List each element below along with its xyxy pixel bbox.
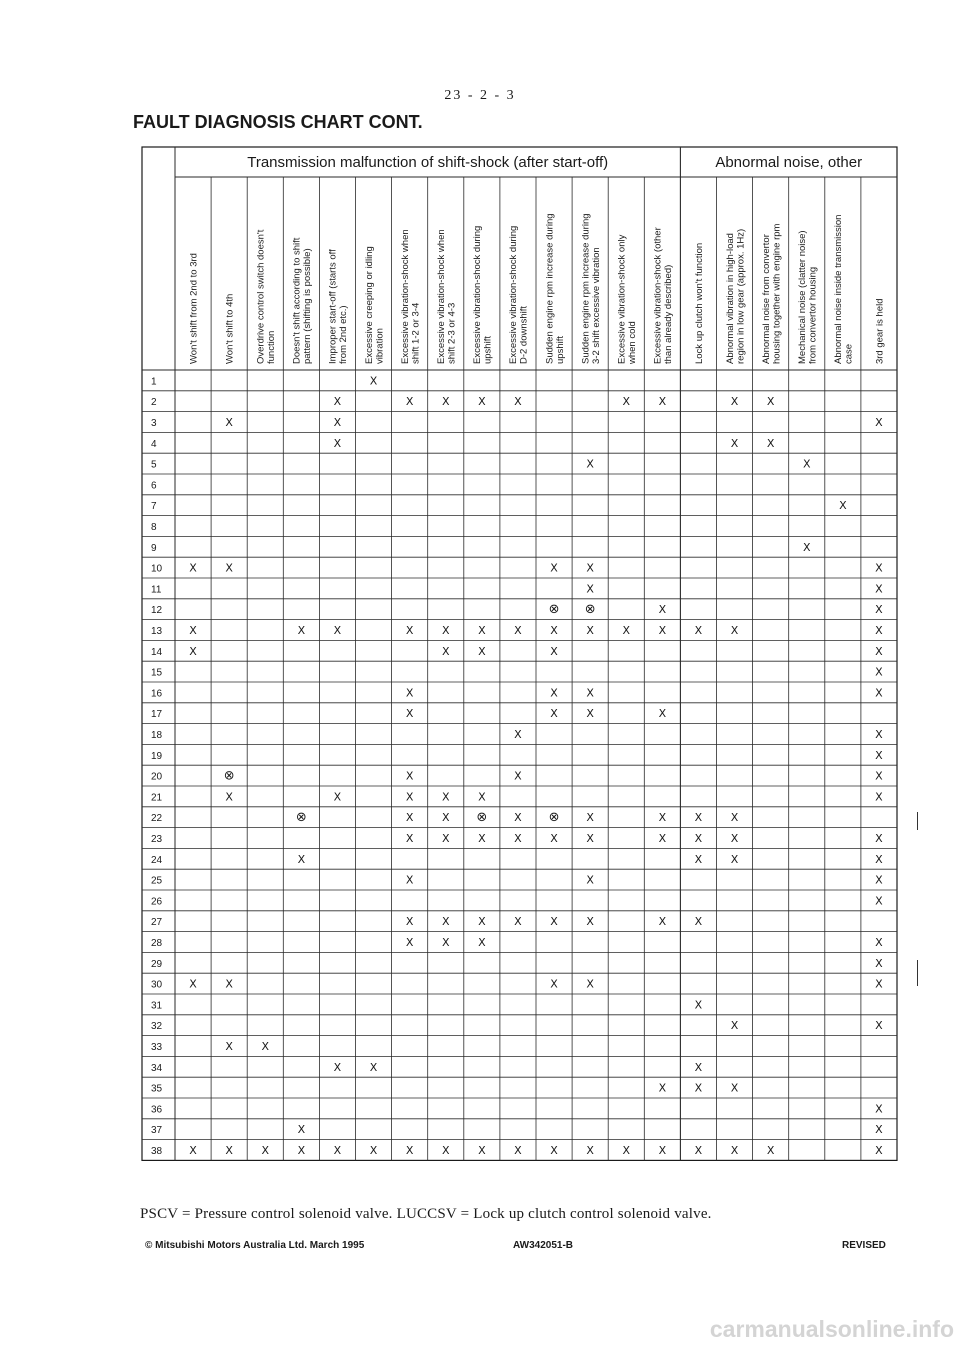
check-mark: X bbox=[550, 644, 558, 658]
check-mark: X bbox=[875, 1123, 883, 1137]
check-mark: X bbox=[478, 644, 486, 658]
check-mark: X bbox=[875, 1019, 883, 1033]
circled-mark: ⊗ bbox=[548, 810, 560, 826]
column-header: region in low gear (approx. 1Hz) bbox=[735, 228, 747, 364]
check-mark: X bbox=[333, 1144, 342, 1157]
check-mark: X bbox=[875, 936, 883, 949]
row-number: 6 bbox=[151, 480, 157, 492]
check-mark: X bbox=[478, 915, 486, 929]
check-mark: X bbox=[658, 707, 667, 721]
check-mark: X bbox=[875, 790, 883, 804]
footer-doc-code: AW342051-B bbox=[513, 1240, 574, 1251]
margin-mark bbox=[917, 960, 918, 986]
row-number: 24 bbox=[151, 854, 163, 866]
row-number: 9 bbox=[151, 542, 157, 554]
check-mark: X bbox=[441, 832, 450, 845]
check-mark: X bbox=[297, 624, 306, 637]
row-number: 17 bbox=[151, 709, 163, 721]
check-mark: X bbox=[875, 1102, 883, 1116]
check-mark: X bbox=[405, 395, 414, 409]
column-header: Excessive vibration-shock only bbox=[616, 234, 628, 364]
row-number: 38 bbox=[151, 1146, 163, 1157]
check-mark: X bbox=[586, 811, 594, 825]
check-mark: X bbox=[766, 395, 775, 409]
check-mark: X bbox=[405, 832, 414, 845]
row-number: 12 bbox=[151, 605, 163, 617]
check-mark: X bbox=[875, 644, 883, 658]
row-number: 15 bbox=[151, 667, 163, 679]
column-header: upshift bbox=[482, 336, 494, 364]
check-mark: X bbox=[333, 416, 342, 429]
check-mark: X bbox=[875, 665, 883, 679]
check-mark: X bbox=[441, 790, 450, 804]
check-mark: X bbox=[550, 832, 558, 845]
check-mark: X bbox=[478, 395, 486, 409]
check-mark: X bbox=[875, 956, 883, 970]
column-header: upshift bbox=[554, 336, 566, 364]
check-mark: X bbox=[802, 457, 811, 471]
column-header: from 2nd etc.) bbox=[338, 305, 350, 364]
row-number: 19 bbox=[151, 750, 163, 762]
check-mark: X bbox=[875, 728, 883, 741]
row-number: 31 bbox=[151, 1000, 163, 1012]
check-mark: X bbox=[550, 686, 558, 700]
row-number: 8 bbox=[151, 522, 157, 533]
check-mark: X bbox=[550, 1144, 558, 1157]
row-number: 20 bbox=[151, 771, 163, 783]
check-mark: X bbox=[297, 852, 306, 866]
check-mark: X bbox=[441, 624, 450, 637]
check-mark: X bbox=[875, 416, 883, 429]
check-mark: X bbox=[478, 936, 486, 949]
check-mark: X bbox=[333, 624, 342, 637]
column-header: Sudden engine rpm increase during bbox=[580, 213, 592, 364]
check-mark: X bbox=[586, 832, 594, 845]
check-mark: X bbox=[586, 915, 594, 929]
column-header: Improper start-off (starts off bbox=[327, 249, 339, 364]
check-mark: X bbox=[586, 561, 594, 575]
check-mark: X bbox=[694, 1144, 703, 1157]
row-number: 4 bbox=[151, 438, 157, 450]
check-mark: X bbox=[658, 624, 667, 637]
check-mark: X bbox=[694, 1081, 703, 1095]
row-number: 32 bbox=[151, 1021, 163, 1033]
check-mark: X bbox=[875, 769, 883, 783]
check-mark: X bbox=[694, 832, 703, 845]
row-number: 21 bbox=[151, 792, 163, 804]
column-header: Abnormal noise inside transmission bbox=[833, 214, 845, 364]
column-header: shift 2-3 or 4-3 bbox=[446, 302, 458, 364]
row-number: 14 bbox=[151, 646, 163, 658]
check-mark: X bbox=[730, 395, 739, 409]
check-mark: X bbox=[586, 1144, 594, 1157]
row-number: 26 bbox=[151, 896, 163, 908]
check-mark: X bbox=[333, 1060, 342, 1074]
check-mark: X bbox=[405, 1144, 414, 1157]
check-mark: X bbox=[766, 436, 775, 450]
check-mark: X bbox=[875, 832, 883, 845]
check-mark: X bbox=[550, 977, 558, 991]
check-mark: X bbox=[297, 1144, 306, 1157]
column-header: Excessive vibration-shock when bbox=[436, 229, 447, 364]
abbreviation-note: PSCV = Pressure control solenoid valve. LUCCSV = Lock up clutch control solenoid valve. bbox=[140, 1206, 712, 1222]
check-mark: X bbox=[189, 1144, 197, 1157]
check-mark: X bbox=[875, 561, 883, 575]
check-mark: X bbox=[405, 624, 414, 637]
page-title: FAULT DIAGNOSIS CHART CONT. bbox=[133, 112, 423, 132]
circled-mark: ⊗ bbox=[476, 810, 488, 826]
check-mark: X bbox=[586, 686, 594, 700]
circled-mark: ⊗ bbox=[295, 810, 307, 826]
row-number: 13 bbox=[151, 626, 163, 637]
check-mark: X bbox=[225, 416, 233, 429]
row-number: 33 bbox=[151, 1042, 163, 1053]
column-header: function bbox=[266, 330, 277, 364]
check-mark: X bbox=[802, 540, 811, 554]
check-mark: X bbox=[405, 936, 414, 949]
check-mark: X bbox=[405, 811, 414, 825]
check-mark: X bbox=[730, 1081, 739, 1095]
check-mark: X bbox=[297, 1123, 306, 1137]
check-mark: X bbox=[225, 1040, 233, 1053]
check-mark: X bbox=[514, 395, 522, 409]
check-mark: X bbox=[586, 873, 594, 887]
check-mark: X bbox=[658, 395, 667, 409]
check-mark: X bbox=[261, 1144, 270, 1157]
check-mark: X bbox=[514, 728, 522, 741]
column-header: when cold bbox=[627, 321, 638, 364]
row-number: 18 bbox=[151, 730, 163, 741]
column-header: Doesn't shift according to shift bbox=[291, 237, 303, 364]
check-mark: X bbox=[550, 561, 558, 575]
row-number: 29 bbox=[151, 958, 163, 970]
check-mark: X bbox=[225, 561, 233, 575]
check-mark: X bbox=[441, 1144, 450, 1157]
check-mark: X bbox=[514, 769, 522, 783]
check-mark: X bbox=[478, 624, 486, 637]
check-mark: X bbox=[514, 1144, 522, 1157]
check-mark: X bbox=[405, 790, 414, 804]
check-mark: X bbox=[369, 374, 378, 388]
row-number: 10 bbox=[151, 563, 163, 575]
check-mark: X bbox=[225, 790, 233, 804]
check-mark: X bbox=[514, 915, 522, 929]
circled-mark: ⊗ bbox=[548, 602, 560, 618]
check-mark: X bbox=[875, 852, 883, 866]
check-mark: X bbox=[514, 624, 522, 637]
column-header: Won't shift from 2nd to 3rd bbox=[188, 253, 200, 364]
check-mark: X bbox=[875, 873, 883, 887]
row-number: 1 bbox=[151, 376, 157, 388]
check-mark: X bbox=[730, 852, 739, 866]
check-mark: X bbox=[658, 1144, 667, 1157]
check-mark: X bbox=[189, 561, 197, 575]
check-mark: X bbox=[694, 811, 703, 825]
check-mark: X bbox=[478, 832, 486, 845]
column-header: shift 1-2 or 3-4 bbox=[410, 302, 422, 364]
check-mark: X bbox=[514, 811, 522, 825]
column-header: housing together with engine rpm bbox=[771, 223, 783, 364]
row-number: 23 bbox=[151, 834, 163, 845]
check-mark: X bbox=[405, 915, 414, 929]
check-mark: X bbox=[730, 1144, 739, 1157]
check-mark: X bbox=[875, 624, 883, 637]
row-number: 34 bbox=[151, 1062, 163, 1074]
column-header: 3rd gear is held bbox=[874, 298, 886, 364]
check-mark: X bbox=[730, 811, 739, 825]
check-mark: X bbox=[875, 748, 883, 762]
check-mark: X bbox=[658, 915, 667, 929]
check-mark: X bbox=[261, 1040, 270, 1053]
column-header: Abnormal noise from convertor bbox=[760, 234, 772, 364]
check-mark: X bbox=[514, 832, 522, 845]
check-mark: X bbox=[730, 436, 739, 450]
row-number: 35 bbox=[151, 1083, 163, 1095]
column-header: Abnormal vibration in high-load bbox=[724, 233, 736, 364]
row-number: 5 bbox=[151, 459, 157, 471]
check-mark: X bbox=[730, 624, 739, 637]
column-header: vibration bbox=[374, 328, 386, 364]
check-mark: X bbox=[730, 1019, 739, 1033]
footer-copyright: © Mitsubishi Motors Australia Ltd. March 1995 bbox=[145, 1240, 365, 1251]
column-header: Overdrive control switch doesn't bbox=[255, 229, 267, 364]
footer-status: REVISED bbox=[842, 1240, 886, 1251]
row-number: 37 bbox=[151, 1125, 163, 1137]
column-header: Excessive vibration-shock when bbox=[399, 229, 411, 364]
row-number: 7 bbox=[151, 501, 157, 513]
check-mark: X bbox=[875, 894, 883, 908]
group-header-shift-shock: Transmission malfunction of shift-shock (after start-off) bbox=[247, 154, 609, 171]
check-mark: X bbox=[658, 1081, 667, 1095]
column-header: 3-2 shift excessive vibration bbox=[590, 247, 602, 364]
column-header: Excessive vibration-shock during bbox=[472, 225, 484, 364]
check-mark: X bbox=[550, 707, 558, 721]
column-header: Lock up clutch won't function bbox=[693, 242, 705, 364]
check-mark: X bbox=[586, 707, 594, 721]
column-header: than already described) bbox=[663, 264, 675, 364]
check-mark: X bbox=[766, 1144, 775, 1157]
column-header: D-2 downshift bbox=[518, 305, 530, 364]
check-mark: X bbox=[189, 644, 197, 658]
column-header: case bbox=[843, 343, 855, 364]
check-mark: X bbox=[875, 582, 883, 596]
row-number: 28 bbox=[151, 938, 163, 949]
check-mark: X bbox=[369, 1144, 378, 1157]
check-mark: X bbox=[441, 395, 450, 409]
check-mark: X bbox=[586, 977, 594, 991]
column-header: Mechanical noise (clatter noise) bbox=[797, 230, 808, 364]
check-mark: X bbox=[586, 624, 594, 637]
check-mark: X bbox=[694, 852, 703, 866]
margin-mark bbox=[917, 812, 918, 830]
check-mark: X bbox=[694, 998, 703, 1012]
row-number: 25 bbox=[151, 875, 163, 887]
check-mark: X bbox=[405, 707, 414, 721]
column-header: pattern (shifting is possible) bbox=[302, 248, 314, 364]
check-mark: X bbox=[478, 1144, 486, 1157]
row-number: 16 bbox=[151, 688, 163, 700]
circled-mark: ⊗ bbox=[223, 768, 235, 784]
check-mark: X bbox=[658, 832, 667, 845]
column-header: Excessive vibration-shock (other bbox=[652, 227, 664, 364]
row-number: 22 bbox=[151, 813, 163, 825]
check-mark: X bbox=[658, 603, 667, 617]
check-mark: X bbox=[189, 624, 197, 637]
column-header: Sudden engine rpm increase during bbox=[544, 213, 556, 364]
check-mark: X bbox=[875, 977, 883, 991]
row-number: 36 bbox=[151, 1104, 163, 1116]
group-header-abnormal-noise: Abnormal noise, other bbox=[715, 154, 863, 171]
check-mark: X bbox=[694, 624, 703, 637]
check-mark: X bbox=[839, 499, 847, 513]
check-mark: X bbox=[441, 811, 450, 825]
check-mark: X bbox=[875, 603, 883, 617]
row-number: 2 bbox=[151, 397, 157, 409]
check-mark: X bbox=[369, 1060, 378, 1074]
page-number: 23 - 2 - 3 bbox=[444, 88, 516, 103]
fault-diagnosis-table bbox=[0, 145, 960, 1200]
check-mark: X bbox=[586, 582, 594, 596]
check-mark: X bbox=[333, 790, 342, 804]
check-mark: X bbox=[550, 915, 558, 929]
check-mark: X bbox=[225, 1144, 233, 1157]
column-header: Won't shift to 4th bbox=[224, 293, 236, 364]
check-mark: X bbox=[405, 686, 414, 700]
check-mark: X bbox=[622, 624, 631, 637]
check-mark: X bbox=[405, 769, 414, 783]
watermark: carmanualsonline.info bbox=[709, 1316, 954, 1342]
check-mark: X bbox=[694, 915, 703, 929]
check-mark: X bbox=[694, 1060, 703, 1074]
check-mark: X bbox=[441, 936, 450, 949]
check-mark: X bbox=[478, 790, 486, 804]
check-mark: X bbox=[333, 436, 342, 450]
check-mark: X bbox=[405, 873, 414, 887]
check-mark: X bbox=[730, 832, 739, 845]
row-number: 30 bbox=[151, 979, 163, 991]
check-mark: X bbox=[441, 915, 450, 929]
check-mark: X bbox=[333, 395, 342, 409]
circled-mark: ⊗ bbox=[584, 602, 596, 618]
column-header: Excessive creeping or idling bbox=[363, 246, 375, 364]
check-mark: X bbox=[875, 1144, 883, 1157]
check-mark: X bbox=[550, 624, 558, 637]
row-number: 3 bbox=[151, 418, 157, 429]
check-mark: X bbox=[441, 644, 450, 658]
check-mark: X bbox=[586, 457, 594, 471]
check-mark: X bbox=[189, 977, 197, 991]
check-mark: X bbox=[622, 1144, 631, 1157]
check-mark: X bbox=[875, 686, 883, 700]
check-mark: X bbox=[225, 977, 233, 991]
row-number: 27 bbox=[151, 917, 163, 929]
column-header: from convertor housing bbox=[807, 266, 819, 364]
check-mark: X bbox=[622, 395, 631, 409]
column-header: Excessive vibration-shock during bbox=[508, 225, 520, 364]
check-mark: X bbox=[658, 811, 667, 825]
row-number: 11 bbox=[151, 584, 162, 596]
